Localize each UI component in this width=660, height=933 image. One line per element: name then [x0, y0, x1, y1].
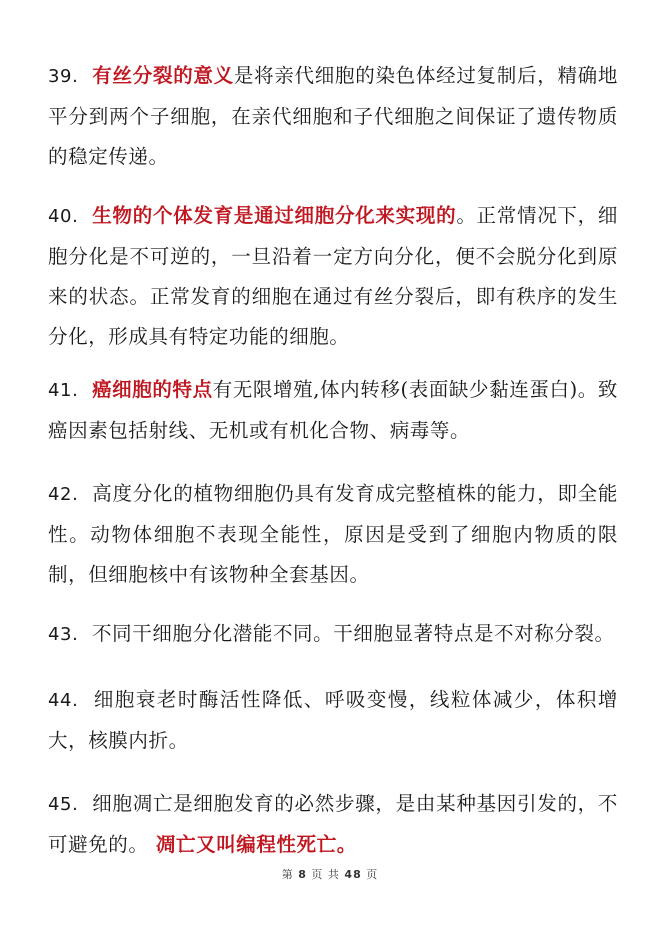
- highlight-text: 癌细胞的特点: [92, 378, 213, 401]
- item-44: [48, 680, 618, 761]
- item-number: 39.: [48, 66, 79, 87]
- item-43: [48, 614, 618, 655]
- item-41: [48, 370, 618, 451]
- footer-total-pages: 48: [344, 868, 362, 881]
- body-text: 细胞凋亡是细胞发育的必然步骤，是由某种基因引发的，不可避免的。: [48, 792, 618, 856]
- item-number: 40.: [48, 206, 79, 227]
- item-42: [48, 474, 618, 595]
- item-number: 41.: [48, 380, 79, 401]
- item-number: 43.: [48, 624, 79, 645]
- body-text: 有无限增殖,体内转移(表面缺少黏连蛋白)。致癌因素包括射线、无机或有机化合物、病毒等。: [48, 378, 618, 442]
- item-number: 44.: [48, 690, 79, 711]
- item-39: [48, 56, 618, 177]
- footer-page-number: 8: [298, 868, 307, 881]
- body-text: 高度分化的植物细胞仍具有发育成完整植株的能力，即全能性。动物体细胞不表现全能性，原因是受到了细胞内物质的限制，但细胞核中有该物种全套基因。: [48, 482, 618, 586]
- item-number: 45.: [48, 794, 79, 815]
- item-40: [48, 196, 618, 357]
- body-text: 不同干细胞分化潜能不同。干细胞显著特点是不对称分裂。: [92, 622, 615, 645]
- highlight-text: 有丝分裂的意义: [92, 64, 234, 87]
- item-45: [48, 784, 618, 865]
- footer-suffix: 页: [366, 868, 379, 881]
- highlight-text: 生物的个体发育是通过细胞分化来实现的: [92, 204, 457, 227]
- footer-prefix: 第: [281, 868, 294, 881]
- body-text: 细胞衰老时酶活性降低、呼吸变慢，线粒体减少，体积增大，核膜内折。: [48, 688, 618, 752]
- body-text: 是将亲代细胞的染色体经过复制后，精确地平分到两个子细胞，在亲代细胞和子代细胞之间保证了遗传物质的稳定传递。: [48, 64, 619, 168]
- page-footer: [0, 866, 660, 882]
- body-text: 。正常情况下，细胞分化是不可逆的，一旦沿着一定方向分化，便不会脱分化到原来的状态。正常发育的细胞在通过有丝分裂后，即有秩序的发生分化，形成具有特定功能的细胞。: [48, 204, 618, 348]
- highlight-text: 凋亡又叫编程性死亡。: [148, 833, 357, 856]
- footer-mid: 页 共: [311, 868, 340, 881]
- item-number: 42.: [48, 484, 79, 505]
